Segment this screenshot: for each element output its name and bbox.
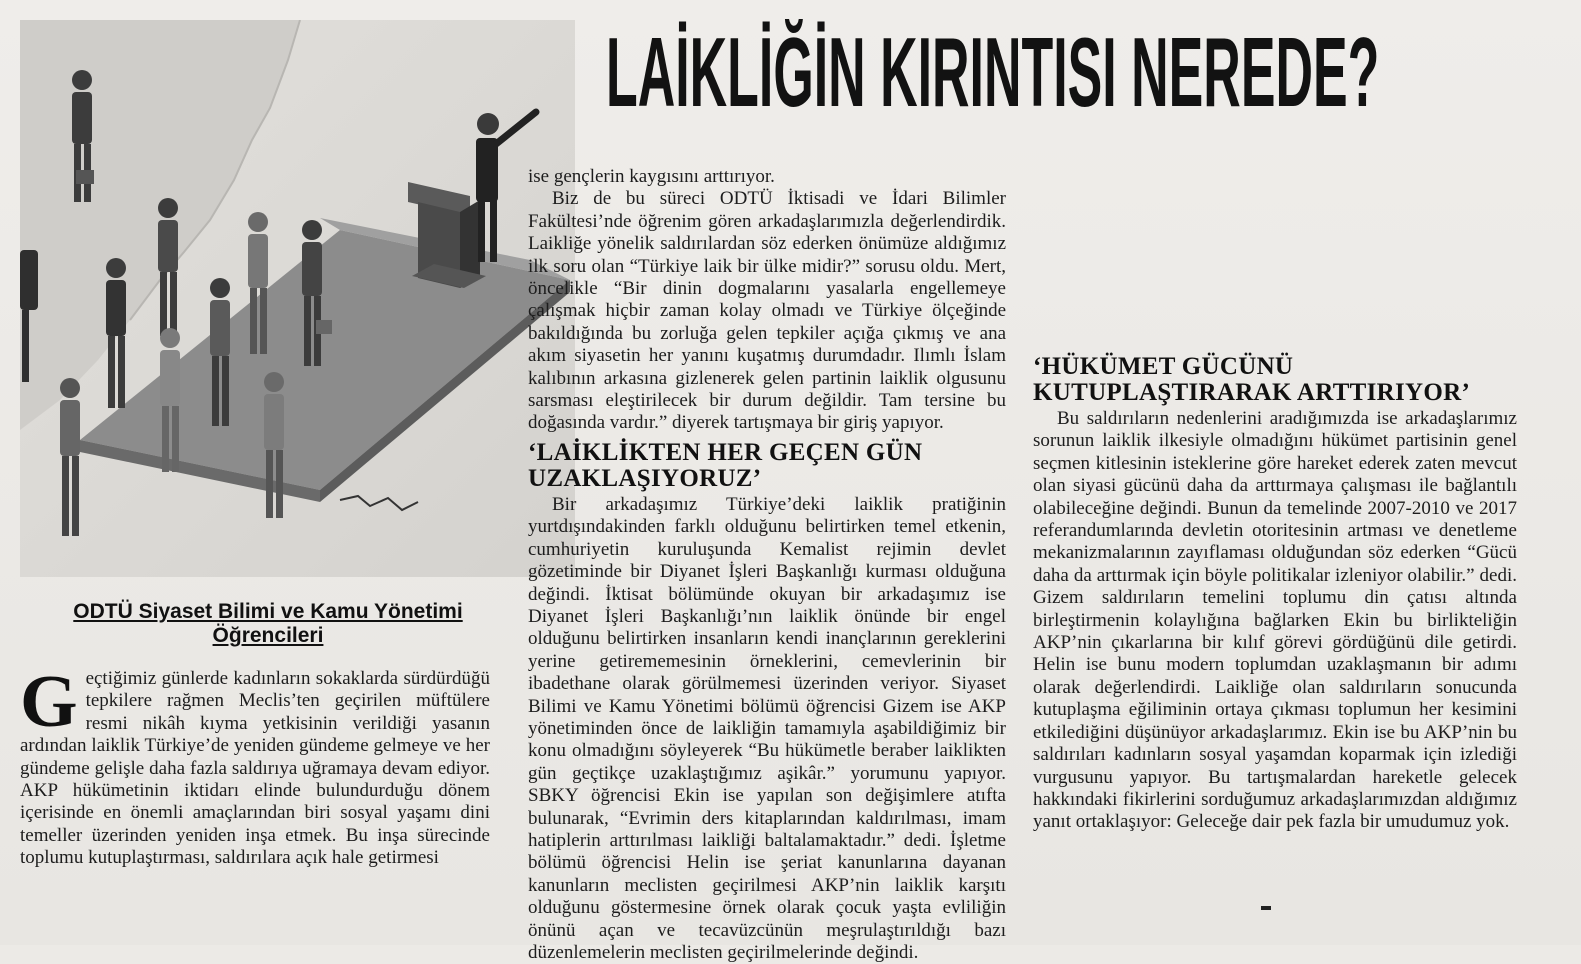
article-end-mark: [1261, 906, 1271, 910]
intro-paragraph: [20, 661, 490, 870]
subheading: ‘LAİKLİKTEN HER GEÇEN GÜN UZAKLAŞIYORUZ’: [528, 438, 923, 492]
article-headline: LAİKLİĞİN KIRINTISI NEREDE?: [606, 17, 1380, 127]
article-column-1: [20, 661, 490, 870]
article-column-3: [1033, 166, 1517, 834]
paragraph: Bu saldırıların nedenlerini aradığımızda ise arkadaşlarımız sorunun laiklik ilkesiyle olmadığını hükümet partisinin genel seçmen kitlesinin isteklerine göre hareket ederek zaten mevcut olan siyasi gücünü daha da arttırmaya çalışması ile bağlantılı olabileceğine değindi. Bunun da temelinde 2007-2010 ve 2017 referandumlarında devletin otoritesinin artması ve denetleme mekanizmalarının zayıflaması olduğundan söz ederken “Gücü daha da arttırmak için böyle politikalar izleniyor olabilir.” dedi. Gizem saldırıların temelini toplumu din çatısı altında birleştirmenin kolaylığına bağlarken Ekin bu birlikteliğin AKP’nin çıkarlarına bir kılıf görevi gördüğünü dile getirdi. Helin ise bunu modern toplumdan uzaklaşmanın bir adımı olarak değerlendirdi. Laikliğe olan saldırıların sonucunda kutuplaşma eğiliminin ortaya çıkması toplumun her kesimini etkilediğini düşünüyor arkadaşlarımız. Ekin ise bu AKP’nin bu saldırıları kadınların sosyal yaşamdan koparmak için izlediği vurgusunu yapıyor. Bu tartışmalardan hareketle gelecek hakkındaki fikirlerini sorduğumuz arkadaşlarımızdan aldığımız yanıt ortaklaşıyor: Geleceğe dair pek fazla bir umudumuz yok.: [1033, 408, 1517, 833]
subheading: ‘HÜKÜMET GÜCÜNÜ KUTUPLAŞTIRARAK ARTTIRIYOR’: [1033, 353, 1471, 406]
paragraph: Biz de bu süreci ODTÜ İktisadi ve İdari Bilimler Fakültesi’nde öğrenim gören arkadaşlarımızla değerlendirdik. Laikliğe yönelik saldırılardan söz ederken önümüze aldığımız ilk soru olan “Türkiye laik bir ülke midir?” sorusu oldu. Mert, öncelikle “Bir dinin dogmalarını yasalarla engellemeye çalışmak hiçbir zaman kolay olmadı ve Türkiye ölçeğinde bakıldığında bu zorluğa gelen tepkiler açığa çıkmış ve ana akım siyasetin her yanını kuşatmış durumdadır. Ilımlı İslam kalıbının arkasına gizlenerek gelen partinin laiklik olgusunu sarsması eleştirilecek bir durum değildir. Tam tersine bu doğasında vardır.” diyerek tartışmaya bir giriş yapıyor.: [528, 188, 1006, 434]
article-column-2: [528, 166, 1006, 964]
paragraph: Bir arkadaşımız Türkiye’deki laiklik pratiğinin yurtdışındakinden farklı olduğunu belirtirken temel etkenin, cumhuriyetin kuruluşunda Kemalist rejimin devlet gözetiminde bir Diyanet İşleri Başkanlığı kurması olduğuna değindi. İktisat bölümünde okuyan bir arkadaşımız ise Diyanet İşleri Başkanlığı’nın laiklik önünde bir engel olduğunu belirtirken insanların kendi inançlarının gereklerini yerine getirememesinin örneklerini, cemevlerinin bir ibadethane olarak görülmemesi üzerinden veriyor. Siyaset Bilimi ve Kamu Yönetimi bölümü öğrencisi Gizem ise AKP yönetiminden önce de laikliğin tamamıyla aşabildiğimiz bir konu olmadığını söyleyerek “Bu hükümetle beraber laiklikten gün geçtikçe uzaklaştığımız aşikâr.” yorumunu yapıyor. SBKY öğrencisi Ekin ise yapılan son değişimlere atıfta bulunarak, “Evrimin ders kitaplarından kaldırılması, imam hatiplerin arttırılması laikliği baltalamaktadır.” dedi. İşletme bölümü öğrencisi Helin ise şeriat kanunlarına dayanan kanunların meclisten geçirilmesi AKP’nin laiklik karşıtı olduğunu göstermesine örnek olarak çocuk yaşta evliliğin önünü açan ve tecavüzcünün meşrulaştırıldığı bazı düzenlemelerin meclisten geçirilmelerinde değindi.: [528, 493, 1006, 963]
paragraph: ise gençlerin kaygısını arttırıyor.: [528, 166, 775, 187]
article-byline: ODTÜ Siyaset Bilimi ve Kamu Yönetimi Öğrencileri: [73, 600, 463, 647]
drop-cap: G: [20, 661, 78, 743]
crowd-podium-illustration-icon: [20, 20, 575, 577]
intro-text: eçtiğimiz günlerde kadınların sokaklarda sürdürdüğü tepkilere rağmen Meclis’ten geçirilen müftülere resmi nikâh kıyma yetkisinin verildiği yasanın ardından laiklik Türkiye’de yeniden gündeme gelmeye ve her gündeme gelişle daha fazla saldırıya uğramaya devam ediyor. AKP hükümetinin iktidarı elinde bulundurduğu dönem içerisinde en önemli amaçlarından biri sosyal yaşamı dini temeller üzerinden yeniden inşa etmek. Bu inşa sürecinde toplumu kutuplaştırması, saldırılara açık hale getirmesi: [20, 668, 490, 869]
